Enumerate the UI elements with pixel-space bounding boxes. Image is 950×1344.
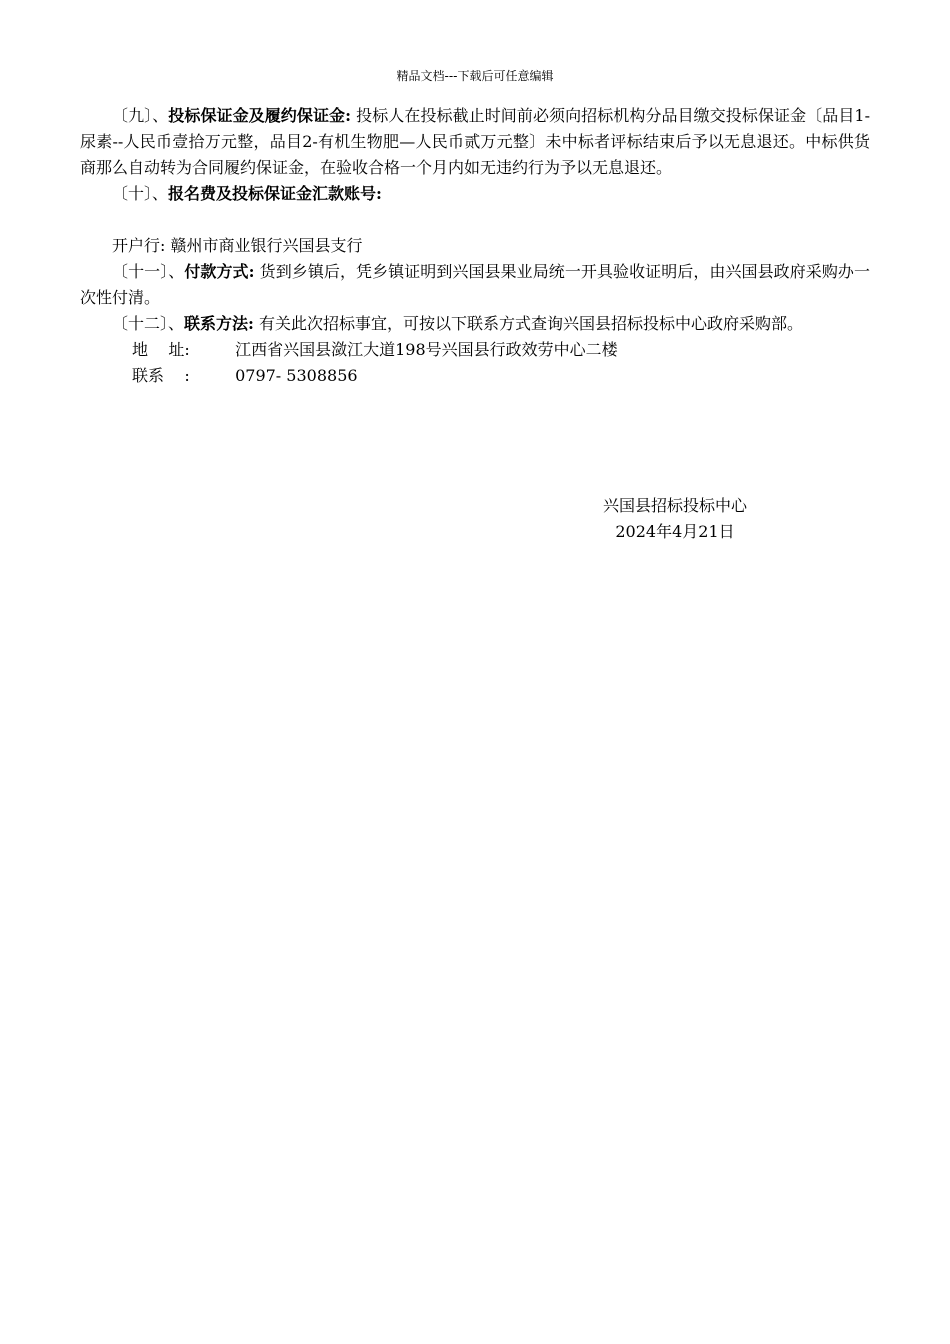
section-11-heading: 付款方式: [184, 262, 255, 281]
section-12-body: 有关此次招标事宜，可按以下联系方式查询兴国县招标投标中心政府采购部。 [253, 314, 804, 333]
section-10 [80, 181, 870, 207]
address-value: 江西省兴国县潋江大道198号兴国县行政效劳中心二楼 [230, 340, 618, 359]
section-12 [80, 311, 870, 337]
section-11-body: 货到乡镇后，凭乡镇证明到兴国县果业局统一开具验收证明后，由兴国县政府采购办一次性付清。 [80, 262, 870, 307]
section-11-prefix: 〔十一〕、 [112, 262, 185, 281]
section-9-body: 投标人在投标截止时间前必须向招标机构分品目缴交投标保证金〔品目1-尿素--人民币壹拾万元整，品目2-有机生物肥—人民币贰万元整〕未中标者评标结束后予以无息退还。中标供货商那么自动转为合同履约保证金，在验收合格一个月内如无违约行为予以无息退还。 [80, 106, 870, 177]
section-11 [80, 259, 870, 311]
signature-block [560, 493, 790, 545]
section-9-prefix: 〔九〕、 [112, 106, 169, 125]
address-row [80, 337, 870, 363]
section-9-heading: 投标保证金及履约保证金: [168, 106, 351, 125]
page-header: 精品文档---下载后可任意编辑 [396, 69, 554, 83]
signature-date: 2024年4月21日 [615, 522, 735, 541]
phone-label: 联系 : [132, 366, 190, 385]
bank-info: 开户行: 赣州市商业银行兴国县支行 [112, 236, 363, 255]
section-12-heading: 联系方法: [184, 314, 254, 333]
section-12-prefix: 〔十二〕、 [112, 314, 185, 333]
signature-org: 兴国县招标投标中心 [602, 496, 747, 515]
document-body [80, 103, 870, 389]
address-label: 地 址: [132, 340, 190, 359]
section-10-heading: 报名费及投标保证金汇款账号: [168, 184, 382, 203]
section-9 [80, 103, 870, 181]
phone-row [80, 363, 870, 389]
blank-line [80, 207, 870, 233]
section-10-prefix: 〔十〕、 [112, 184, 169, 203]
phone-value: 0797- 5308856 [230, 366, 358, 385]
